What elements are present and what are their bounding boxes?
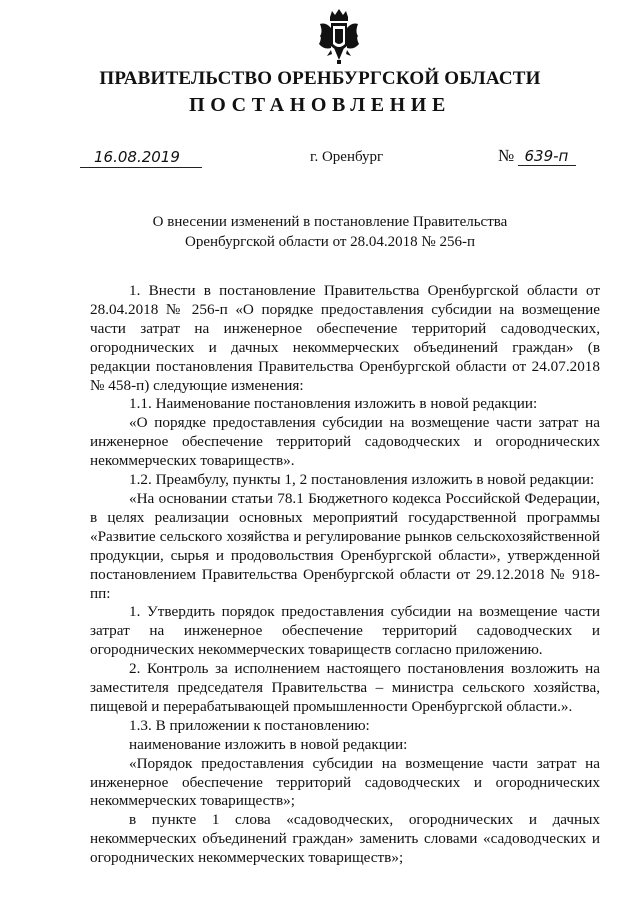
paragraph: 1.2. Преамбулу, пункты 1, 2 постановления изложить в новой редакции: — [129, 471, 595, 489]
paragraph: «На основании статьи 78.1 Бюджетного кодекса Российской Федерации, в целях реализации основных мероприятий государственной программы «Развитие сельского хозяйства и регулирование рынков сельскохозяйственной продукции, сырья и продовольствия Оренбургской области», утвержденной постановлением Правительства Оренбургской области от 29.12.2018 № 918-пп: — [90, 489, 600, 602]
decree-subject — [120, 212, 540, 252]
document-type: ПОСТАНОВЛЕНИЕ — [189, 94, 451, 116]
coat-of-arms-icon — [318, 8, 360, 66]
paragraph: «О порядке предоставления субсидии на возмещение части затрат на инженерное обеспечение территорий садоводческих и огороднических некоммерческих товариществ». — [90, 414, 600, 470]
paragraph: 1. Внести в постановление Правительства Оренбургской области от 28.04.2018 № 256-п «О порядке предоставления субсидии на возмещение части затрат на инженерное обеспечение территорий садоводческих, огороднических и дачных некоммерческих объединений граждан» (в редакции постановления Правительства Оренбургской области от 24.07.2018 № 458-п) следующие изменения: — [90, 282, 600, 394]
subject-line-2: Оренбургской области от 28.04.2018 № 256-п — [184, 234, 476, 250]
government-name: ПРАВИТЕЛЬСТВО ОРЕНБУРГСКОЙ ОБЛАСТИ — [99, 68, 541, 89]
decree-number-block — [498, 146, 576, 168]
decree-number: 639-п — [518, 147, 576, 166]
paragraph: 1.1. Наименование постановления изложить в новой редакции: — [129, 395, 538, 413]
subject-line-1: О внесении изменений в постановление Правительства — [152, 214, 508, 230]
paragraph: 1. Утвердить порядок предоставления субсидии на возмещение части затрат на инженерное обеспечение территорий садоводческих и огороднических некоммерческих товариществ согласно приложению. — [90, 603, 600, 659]
paragraph: «Порядок предоставления субсидии на возмещение части затрат на инженерное обеспечение территорий садоводческих и огороднических некоммерческих товариществ»; — [90, 754, 600, 810]
paragraph: 2. Контроль за исполнением настоящего постановления возложить на заместителя председателя Правительства – министра сельского хозяйства, пищевой и перерабатывающей промышленности Оренбургской области.». — [90, 660, 600, 715]
paragraph: 1.3. В приложении к постановлению: — [129, 716, 370, 734]
paragraph: наименование изложить в новой редакции: — [129, 735, 408, 753]
paragraph: в пункте 1 слова «садоводческих, огороднических и дачных некоммерческих объединений граждан» заменить словами «садоводческих и огороднических некоммерческих товариществ»; — [90, 811, 600, 867]
decree-body — [90, 282, 600, 868]
decree-date: 16.08.2019 — [80, 148, 202, 168]
number-sign: № — [498, 146, 515, 165]
decree-city: г. Оренбург — [310, 149, 384, 165]
